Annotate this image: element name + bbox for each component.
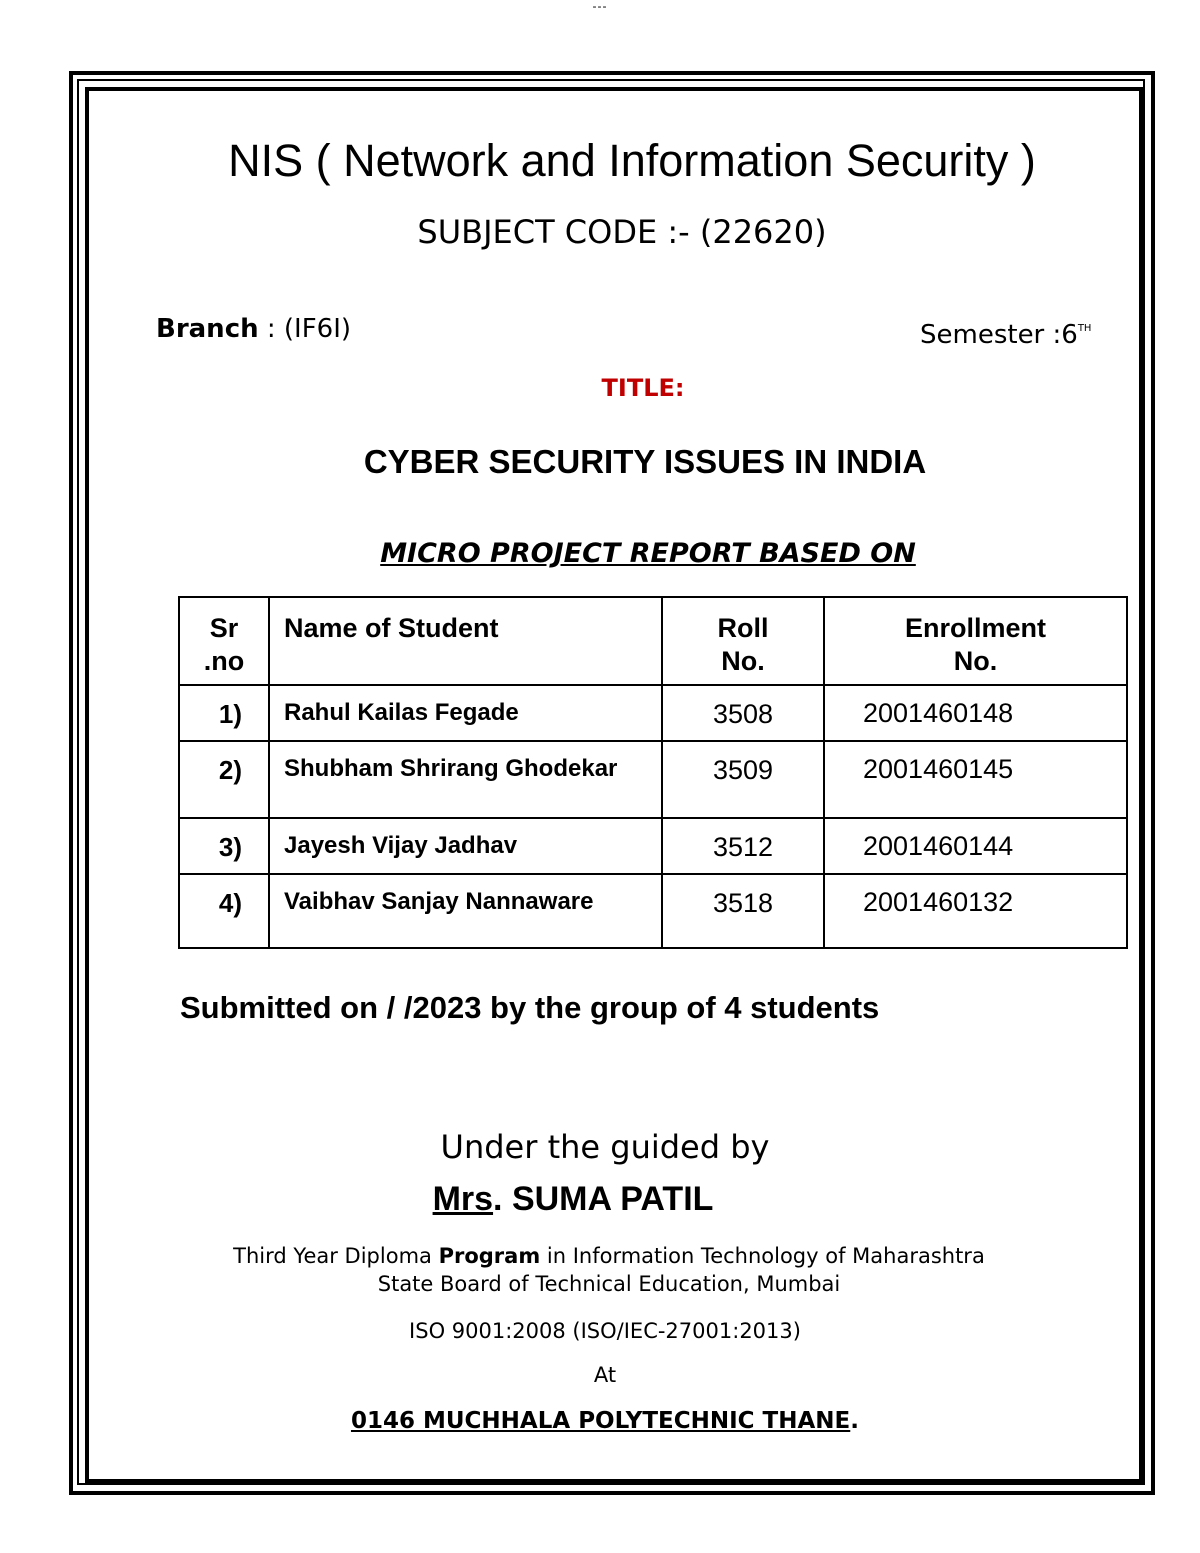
row-name: Jayesh Vijay Jadhav [269, 818, 662, 874]
header-enroll-line1: Enrollment [904, 613, 1046, 643]
guide-name: SUMA PATIL [502, 1180, 714, 1218]
report-heading: MICRO PROJECT REPORT BASED ON [380, 538, 916, 569]
row-roll: 3512 [662, 818, 824, 874]
page-top-mark: --- [592, 0, 608, 13]
guided-by-line: Under the guided by [440, 1128, 770, 1166]
header-sr-line2: .no [203, 646, 245, 676]
project-title: CYBER SECURITY ISSUES IN INDIA [363, 443, 927, 480]
row-sr: 1) [179, 685, 269, 741]
guide-name-line [0, 1176, 1173, 1222]
row-name: Rahul Kailas Fegade [269, 685, 662, 741]
college-line [5, 1405, 1200, 1437]
program-line2: State Board of Technical Education, Mumbai [377, 1272, 841, 1296]
header-sr-line1: Sr [209, 613, 239, 643]
submitted-line: Submitted on / /2023 by the group of 4 students [180, 990, 880, 1025]
semester-line [920, 312, 1091, 352]
table-row [179, 874, 1127, 948]
row-roll: 3509 [662, 741, 824, 818]
header-roll-no [662, 597, 824, 685]
row-name: Vaibhav Sanjay Nannaware [269, 874, 662, 948]
iso-certification: ISO 9001:2008 (ISO/IEC-27001:2013) [409, 1319, 801, 1343]
header-roll-line2: No. [721, 646, 765, 676]
semester-suffix: TH [1077, 323, 1092, 334]
semester-text: Semester :6 [920, 320, 1078, 350]
row-enrollment: 2001460148 [824, 685, 1127, 741]
at-label: At [593, 1363, 617, 1387]
header-roll-line1: Roll [717, 613, 769, 643]
guide-title: Mrs [432, 1180, 494, 1218]
program-bold: Program [438, 1244, 541, 1268]
college-trail: . [850, 1408, 860, 1434]
program-prefix: Third Year Diploma [233, 1244, 439, 1268]
row-sr: 3) [179, 818, 269, 874]
program-description [9, 1242, 1200, 1298]
row-sr: 2) [179, 741, 269, 818]
row-roll: 3508 [662, 685, 824, 741]
table-row [179, 741, 1127, 818]
student-table [178, 596, 1128, 949]
table-row [179, 818, 1127, 874]
row-roll: 3518 [662, 874, 824, 948]
subject-code: SUBJECT CODE :- (22620) [417, 213, 827, 251]
title-label: TITLE: [601, 374, 685, 402]
row-enrollment: 2001460145 [824, 741, 1127, 818]
row-sr: 4) [179, 874, 269, 948]
header-enrollment-no [824, 597, 1127, 685]
subject-title: NIS ( Network and Information Security ) [228, 135, 1036, 186]
row-enrollment: 2001460132 [824, 874, 1127, 948]
program-suffix: in Information Technology of Maharashtra [540, 1244, 985, 1268]
branch-label: Branch [156, 314, 259, 344]
branch-value: : (IF6I) [258, 314, 352, 344]
header-name: Name of Student [269, 597, 662, 685]
guide-title-dot: . [493, 1180, 503, 1218]
college-name: 0146 MUCHHALA POLYTECHNIC THANE [350, 1408, 851, 1434]
branch-line [156, 312, 351, 346]
header-sr-no [179, 597, 269, 685]
row-enrollment: 2001460144 [824, 818, 1127, 874]
table-header-row [179, 597, 1127, 685]
row-name: Shubham Shrirang Ghodekar [269, 741, 662, 818]
header-enroll-line2: No. [953, 646, 998, 676]
table-row [179, 685, 1127, 741]
